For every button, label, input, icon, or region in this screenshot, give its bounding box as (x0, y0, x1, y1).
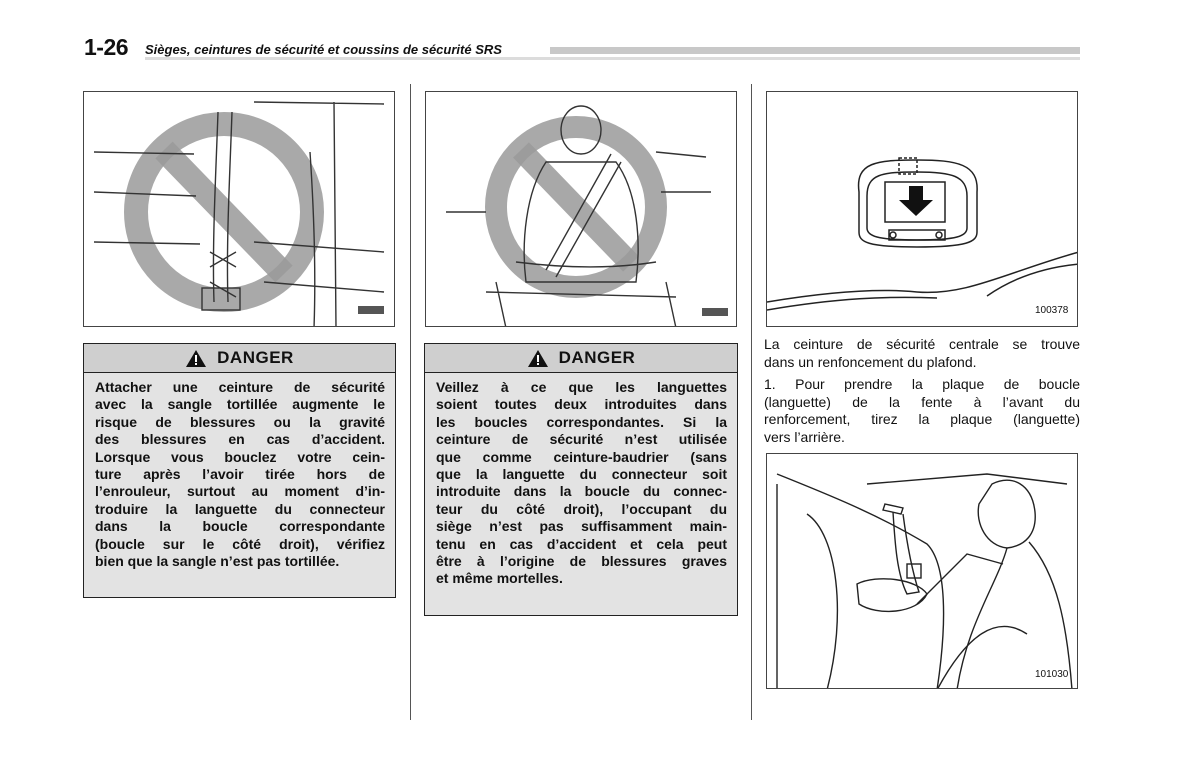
danger-line: que comme ceinture-baudrier (sans (436, 448, 727, 465)
danger-line: tenu en cas d’accident et cela peut (436, 535, 727, 552)
header-rule (550, 47, 1080, 54)
text-line: dans un renfoncement du plafond. (764, 353, 977, 370)
danger-line: teur du côté droit), l’occupant du (436, 500, 727, 517)
danger-header-1 (83, 343, 396, 373)
danger-line: (boucle sur le côté droit), vérifiez (95, 535, 385, 552)
danger-label: DANGER (558, 348, 636, 367)
chapter-title: Sièges, ceintures de sécurité et coussins de sécurité SRS (145, 42, 502, 57)
danger-line: ture après l’avoir tirée hors de (95, 466, 385, 483)
paragraph-step-1 (764, 376, 1080, 446)
danger-line: troduire la languette du connecteur (95, 500, 385, 517)
danger-line: être à l’origine de blessures graves (436, 553, 727, 570)
danger-line: avec la sangle tortillée augmente le (95, 396, 385, 413)
danger-line: Attacher une ceinture de sécurité (95, 379, 385, 395)
danger-line: et même mortelles. (436, 570, 563, 587)
danger-line: risque de blessures ou la gravité (95, 413, 385, 430)
danger-line: bien que la sangle n’est pas tortillée. (95, 553, 340, 570)
occupant-illustration (426, 92, 737, 327)
danger-line: les boucles correspondantes. Si la (436, 413, 727, 430)
danger-header-2 (424, 343, 738, 373)
danger-line: Lorsque vous bouclez votre cein- (95, 448, 385, 465)
text-line: (languette) de la fente à l’avant du (764, 393, 1080, 410)
column-divider-2 (751, 84, 752, 720)
ceiling-recess-illustration (767, 92, 1078, 327)
danger-line: dans la boucle correspondante (95, 518, 385, 535)
figure-twisted-belt (83, 91, 395, 327)
text-line: vers l’arrière. (764, 428, 845, 445)
danger-text-2 (424, 373, 738, 616)
danger-label: DANGER (217, 348, 294, 367)
figure-ceiling-recess (766, 91, 1078, 327)
text-line: 1. Pour prendre la plaque de boucle (764, 376, 1080, 392)
warning-triangle-icon (527, 349, 549, 368)
danger-line: l’enrouleur, surtout au moment d’in- (95, 483, 385, 500)
danger-text-1 (83, 373, 396, 598)
warning-triangle-icon (185, 349, 207, 368)
figure-lap-belt-missing (425, 91, 737, 327)
page-number: 1-26 (84, 34, 129, 60)
twisted-belt-illustration (84, 92, 395, 327)
danger-line: introduite dans la boucle du connec- (436, 483, 727, 500)
figure-id-101030: 101030 (1035, 669, 1069, 680)
column-divider-1 (410, 84, 411, 720)
danger-line: siège n’est pas suffisamment main- (436, 518, 727, 535)
paragraph-ceiling-location (764, 336, 1080, 371)
figure-id-100378: 100378 (1035, 305, 1069, 316)
danger-line: des blessures en cas d’accident. (95, 431, 385, 448)
danger-line: que la languette du connecteur soit (436, 466, 727, 483)
danger-line: ceinture de sécurité n’est utilisée (436, 431, 727, 448)
text-line: renforcement, tirez la plaque (languette) (764, 411, 1080, 427)
danger-line: Veillez à ce que les languettes (436, 379, 727, 395)
figure-pull-tongue-plate (766, 453, 1078, 689)
header-underline (145, 57, 1080, 60)
page-header (84, 34, 1080, 64)
danger-line: soient toutes deux introduites dans (436, 396, 727, 413)
pull-tongue-illustration (767, 454, 1078, 689)
text-line: La ceinture de sécurité centrale se trouve (764, 336, 1080, 352)
